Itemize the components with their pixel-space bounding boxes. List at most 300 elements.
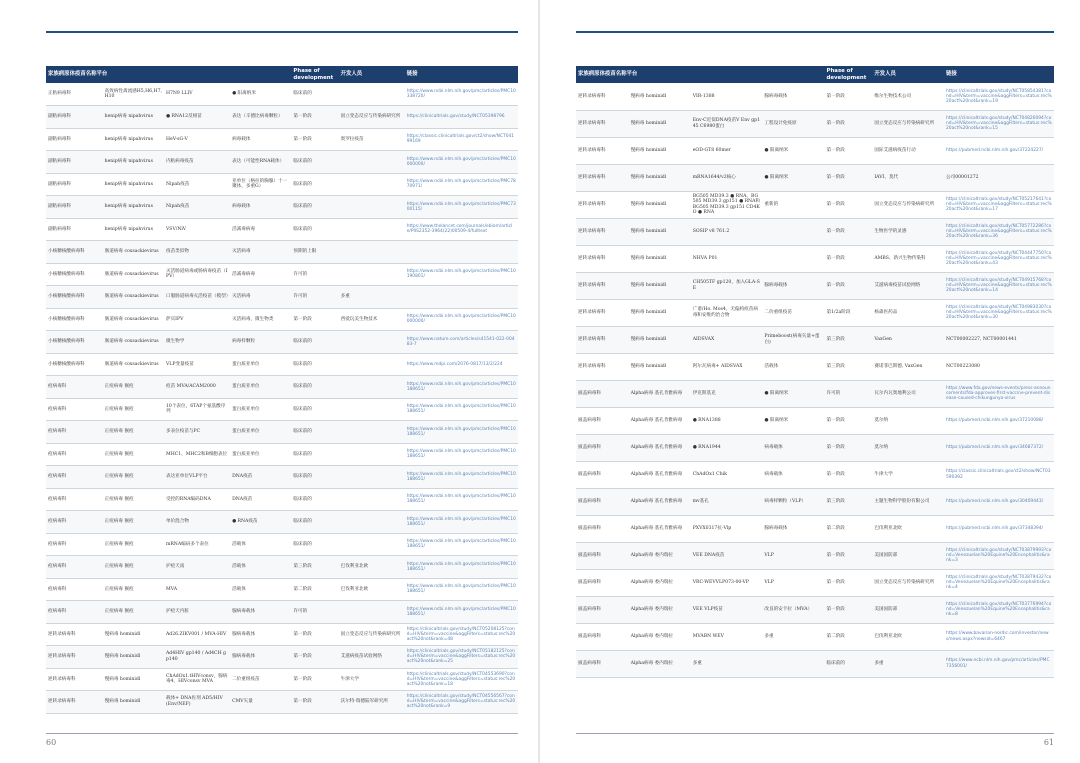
link-cell[interactable]: https://www.ncbi.nlm.nih.gov/pmc/articles/PMC10188651/: [405, 443, 518, 466]
platform-cell: 活减毒病毒: [230, 263, 291, 286]
developer-cell: [339, 533, 405, 556]
family-cell: 痘病毒科: [46, 578, 103, 601]
developer-cell: 牛津大学: [339, 668, 405, 691]
vaccine-name-cell: PXVX0317抗-Vlp: [691, 515, 763, 542]
vaccine-name-cell: 疫苗类似物: [164, 241, 230, 264]
family-cell: 痘病毒科: [46, 556, 103, 579]
vaccine-name-cell: ChAdOx1.tHIVconsv，腺病毒4，HIVconsv MVA: [164, 668, 230, 691]
phase-cell: 第一阶段: [825, 137, 873, 164]
phase-cell: 第一阶段: [825, 272, 873, 299]
link-cell[interactable]: https://pubmed.ncbi.nlm.nih.gov/37348394/: [944, 515, 1054, 542]
header-developer: 开发人员: [872, 66, 944, 83]
link-cell[interactable]: https://clinicaltrials.gov/study/NCT05398796: [405, 106, 518, 129]
family-cell: 披盖病毒科: [576, 434, 629, 461]
phase-cell: 临床前的: [291, 421, 338, 444]
table-row: [576, 596, 1054, 623]
pathogen-cell: 正痘病毒 猴痘: [103, 556, 164, 579]
phase-cell: 第一阶段: [825, 110, 873, 137]
developer-cell: [339, 196, 405, 219]
link-cell: [405, 286, 518, 309]
developer-cell: 巴伐利亚北欧: [872, 623, 944, 650]
link-cell[interactable]: https://clinicaltrials.gov/study/NCT04826094?cond=HIV&term=vaccine&aggFilters=status:rec%20act%20not&rank=15: [944, 110, 1054, 137]
phase-cell: 第二阶段: [825, 515, 873, 542]
vaccine-name-cell: Nipah疫苗: [164, 196, 230, 219]
family-cell: 逆转录病毒科: [576, 218, 629, 245]
platform-cell: 重新的: [762, 191, 824, 218]
vaccine-name-cell: 表达亚单位VLP平台: [164, 466, 230, 489]
link-cell[interactable]: https://clinicaltrials.gov/study/NCT04447750?cond=HIV&term=vaccine&aggFilters=status:rec%20act%20not&rank=43: [944, 245, 1054, 272]
pathogen-cell: 肠道病毒 coxsackievirus: [103, 286, 164, 309]
link-cell[interactable]: https://www.ncbi.nlm.nih.gov/pmc/articles/PMC10188651/: [405, 556, 518, 579]
vaccine-name-cell: 广谱/Ho. Mos4，无偏构痘苗病毒和安维约治合物: [691, 299, 763, 326]
link-cell[interactable]: https://www.ncbi.nlm.nih.gov/pmc/articles/PMC10188651/: [405, 578, 518, 601]
table-row: [576, 137, 1054, 164]
table-row: [46, 173, 518, 196]
family-cell: 逆转录病毒科: [46, 668, 103, 691]
developer-cell: 国立变态反应与传染病研究所: [339, 106, 405, 129]
phase-cell: 临床前的: [291, 173, 338, 196]
phase-cell: 第一阶段: [825, 569, 873, 596]
developer-cell: 巴伐利亚北欧: [339, 578, 405, 601]
phase-cell: 第一阶段: [825, 542, 873, 569]
pathogen-cell: 慢病毒 hominidl: [629, 191, 691, 218]
vaccine-name-cell: 载体+ DNA佐剂 AD5/HIV (Env/NEF): [164, 691, 230, 714]
link-cell[interactable]: https://www.ncbi.nlm.nih.gov/pmc/articles/PMC10188651/: [405, 421, 518, 444]
table-row: [576, 434, 1054, 461]
link-cell[interactable]: https://clinicaltrials.gov/study/NCT05854381?cond=HIV&term=vaccine&aggFilters=status:rec%20act%20not&rank=19: [944, 83, 1054, 110]
platform-cell: 病毒载体: [762, 461, 824, 488]
vaccine-name-cell: VRC-WEVVLP073-00-VP: [691, 569, 763, 596]
pathogen-cell: 肠道病毒 coxsackievirus: [103, 331, 164, 354]
pathogen-cell: 慢病毒 hominidl: [629, 137, 691, 164]
family-cell: 痘病毒科: [46, 488, 103, 511]
platform-cell: 腺病毒载体: [762, 515, 824, 542]
platform-cell: 工程设计免疫原: [762, 110, 824, 137]
pathogen-cell: Alpha病毒 基孔肯雅病毒: [629, 461, 691, 488]
link-cell[interactable]: https://www.ncbi.nlm.nih.gov/pmc/articles/PMC10190801/: [405, 263, 518, 286]
header-link: 链接: [405, 66, 518, 83]
vaccine-name-cell: 单价混合物: [164, 511, 230, 534]
phase-cell: 第三阶段: [825, 326, 873, 353]
vaccine-name-cell: ● RNA1944: [691, 434, 763, 461]
developer-cell: 莫尔纳: [872, 434, 944, 461]
platform-cell: 腺病毒载体: [762, 83, 824, 110]
family-cell: 逆转录病毒科: [576, 353, 629, 380]
family-cell: 痘病毒科: [46, 398, 103, 421]
family-cell: 副粘病毒科: [46, 106, 103, 129]
developer-cell: 艾滋病毒疫苗试验网络: [872, 272, 944, 299]
link-cell[interactable]: https://www.ncbi.nlm.nih.gov/pmc/articles/PMC10188651/: [405, 376, 518, 399]
table-row: [46, 601, 518, 624]
pathogen-cell: Alpha病毒 基孔肯雅病毒: [629, 515, 691, 542]
pathogen-cell: 正痘病毒 猴痘: [103, 488, 164, 511]
table-row: [576, 110, 1054, 137]
link-cell[interactable]: https://clinicaltrials.gov/study/NCT04556567?cond=HIV&term=vaccine&aggFilters=status:rec%20act%20not&rank=9: [405, 691, 518, 714]
table-row: [46, 466, 518, 489]
platform-cell: 活载体: [230, 556, 291, 579]
family-cell: 正粘病毒科: [46, 83, 103, 106]
developer-cell: [339, 443, 405, 466]
family-cell: 披盖病毒科: [576, 650, 629, 677]
pathogen-cell: Alpha病毒 委内瑞拉: [629, 569, 691, 596]
platform-cell: ● 阳离纳米: [762, 137, 824, 164]
link-cell[interactable]: https://pubmed.ncbi.nlm.nih.gov/37210088/: [944, 407, 1054, 434]
phase-cell: 第一阶段: [825, 218, 873, 245]
platform-cell: 腺病毒载体: [762, 272, 824, 299]
pathogen-cell: henip病毒 nipahvirus: [103, 218, 164, 241]
platform-cell: 病毒样颗粒: [230, 331, 291, 354]
platform-cell: DNA疫苗: [230, 466, 291, 489]
family-cell: 披盖病毒科: [576, 488, 629, 515]
developer-cell: [339, 488, 405, 511]
developer-cell: 巴伐利亚北欧: [339, 556, 405, 579]
pathogen-cell: henip病毒 nipahvirus: [103, 106, 164, 129]
family-cell: 痘病毒科: [46, 421, 103, 444]
platform-cell: 腺病毒载体: [230, 646, 291, 669]
vaccine-name-cell: mv基孔: [691, 488, 763, 515]
link-cell[interactable]: https://www.ncbi.nlm.nih.gov/pmc/articles/PMC10000000/: [405, 308, 518, 331]
vaccine-name-cell: Env-C近似DNA疫苗V Env gp145 C6980蛋白: [691, 110, 763, 137]
link-cell[interactable]: https://clinicaltrials.gov/study/NCT03879993?cond=Venezuelan%20Equine%20Encephalitis&rank=3: [944, 542, 1054, 569]
pathogen-cell: 慢病毒 hominidl: [629, 353, 691, 380]
platform-cell: ● 阳离纳米: [762, 407, 824, 434]
phase-cell: 第二阶段: [825, 623, 873, 650]
link-cell[interactable]: https://www.ncbi.nlm.nih.gov/pmc/articles/PMC10188651/: [405, 533, 518, 556]
family-cell: 逆转录病毒科: [46, 646, 103, 669]
link-cell[interactable]: https://clinicaltrials.gov/study/NCT03776994?cond=Venezuelan%20Equine%20Encephalitis&rank=8: [944, 596, 1054, 623]
platform-cell: 腺病毒载体: [230, 623, 291, 646]
link-cell[interactable]: https://classic.clinicaltrials.gov/ct2/show/NCT03590392: [944, 461, 1054, 488]
table-row: [576, 488, 1054, 515]
developer-cell: 沃尔特·瑞德陆军研究所: [339, 691, 405, 714]
developer-cell: 多重: [872, 650, 944, 677]
developer-cell: [339, 151, 405, 174]
platform-cell: ● 阳离纳米: [762, 164, 824, 191]
link-cell: 公司00001272: [944, 164, 1054, 191]
link-cell[interactable]: https://www.thelancet.com/journals/ebiom/article/PIIS2352-3964(22)00509-4/fulltext: [405, 218, 518, 241]
vaccine-name-cell: 灭活肠道病毒或肠病毒疫苗（IPV）: [164, 263, 230, 286]
phase-cell: 临床前的: [291, 511, 338, 534]
platform-cell: ● 阳离纳米: [762, 380, 824, 407]
phase-cell: 许可的: [291, 286, 338, 309]
link-cell[interactable]: https://clinicaltrials.gov/study/NCT04553690?cond=HIV&term=vaccine&aggFilters=status:rec%20act%20not&rank=18: [405, 668, 518, 691]
table-row: [46, 511, 518, 534]
platform-cell: ● 阳离纳米: [230, 83, 291, 106]
platform-cell: 亚单位（格拉的胸腺）十一聚体，多重G）: [230, 173, 291, 196]
phase-cell: 临床前的: [291, 398, 338, 421]
phase-cell: 第三阶段: [825, 353, 873, 380]
pathogen-cell: 慢病毒 hominidl: [103, 646, 164, 669]
link-cell[interactable]: https://pubmed.ncbi.nlm.nih.gov/37224227/: [944, 137, 1054, 164]
family-cell: 痘病毒科: [46, 443, 103, 466]
link-cell[interactable]: https://www.ncbi.nlm.nih.gov/pmc/articles/PMC7300115/: [405, 196, 518, 219]
table-row: [46, 668, 518, 691]
link-cell[interactable]: https://pubmed.ncbi.nlm.nih.gov/30409443/: [944, 488, 1054, 515]
family-cell: 逆转录病毒科: [46, 691, 103, 714]
platform-cell: [762, 650, 824, 677]
pathogen-cell: Alpha病毒 基孔肯雅病毒: [629, 380, 691, 407]
right-page: [540, 0, 1080, 763]
family-cell: 副粘病毒科: [46, 196, 103, 219]
link-cell[interactable]: https://clinicaltrials.gov/study/NCT04983030?cond=HIV&term=vaccine&aggFilters=status:rec%20act%20not&rank=30: [944, 299, 1054, 326]
vaccine-name-cell: MVABN WEV: [691, 623, 763, 650]
family-cell: 小核糖核酸病毒科: [46, 286, 103, 309]
family-cell: 逆转录病毒科: [46, 623, 103, 646]
table-row: [576, 164, 1054, 191]
family-cell: 小核糖核酸病毒科: [46, 331, 103, 354]
pathogen-cell: 正痘病毒 猴痘: [103, 578, 164, 601]
developer-cell: 西爱玩美生物技术: [339, 308, 405, 331]
pathogen-cell: 正痘病毒 猴痘: [103, 466, 164, 489]
family-cell: 披盖病毒科: [576, 461, 629, 488]
developer-cell: 杨森医药品: [872, 299, 944, 326]
pathogen-cell: 慢病毒 hominidl: [629, 218, 691, 245]
link-cell: NCT00223080: [944, 353, 1054, 380]
phase-cell: 第一阶段: [291, 691, 338, 714]
platform-cell: 活载体: [230, 533, 291, 556]
family-cell: 副粘病毒科: [46, 128, 103, 151]
pathogen-cell: 慢病毒 hominidl: [103, 623, 164, 646]
header-family: 家族病原体疫苗名称平台: [576, 66, 825, 83]
developer-cell: [339, 601, 405, 624]
header-phase: Phase of development: [825, 66, 873, 83]
pathogen-cell: 慢病毒 hominidl: [103, 668, 164, 691]
platform-cell: 活载体: [762, 353, 824, 380]
developer-cell: [339, 173, 405, 196]
phase-cell: 第一阶段: [825, 461, 873, 488]
phase-cell: 第一阶段: [825, 407, 873, 434]
family-cell: 逆转录病毒科: [576, 83, 629, 110]
family-cell: 披盖病毒科: [576, 569, 629, 596]
page-number: 61: [1043, 738, 1054, 747]
phase-cell: 第一阶段: [825, 83, 873, 110]
link-cell[interactable]: https://pubmed.ncbi.nlm.nih.gov/34687372/: [944, 434, 1054, 461]
vaccine-name-cell: VEE DNA疫苗: [691, 542, 763, 569]
family-cell: 逆转录病毒科: [576, 164, 629, 191]
phase-cell: 第一阶段: [825, 434, 873, 461]
vaccine-name-cell: 多表位疫苗与PC: [164, 421, 230, 444]
pathogen-cell: 正痘病毒 猴痘: [103, 376, 164, 399]
developer-cell: [339, 376, 405, 399]
vaccine-name-cell: MHC1、MHC2和B细胞表位: [164, 443, 230, 466]
vaccine-name-cell: VLP变量疫苗: [164, 353, 230, 376]
link-cell[interactable]: https://www.ncbi.nlm.nih.gov/pmc/articles/PMC10188651/: [405, 511, 518, 534]
pathogen-cell: 正痘病毒 猴痘: [103, 443, 164, 466]
platform-cell: 活载体: [230, 578, 291, 601]
developer-cell: 巴伐利亚北欧: [872, 515, 944, 542]
platform-cell: 二价重组疫苗: [762, 299, 824, 326]
link-cell[interactable]: https://www.ncbi.nlm.nih.gov/pmc/articles/PMC10188651/: [405, 601, 518, 624]
developer-cell: 艾滋病疫苗试验网络: [339, 646, 405, 669]
phase-cell: 许可的: [825, 380, 873, 407]
platform-cell: 活减毒病毒: [230, 218, 291, 241]
platform-cell: CMV矢量: [230, 691, 291, 714]
header-family: 家族病原体疫苗名称平台: [46, 66, 291, 83]
link-cell[interactable]: https://clinicaltrials.gov/study/NCT05208125?cond=HIV&term=vaccine&aggFilters=status:rec%20act%20not&rank=48: [405, 623, 518, 646]
family-cell: 副粘病毒科: [46, 151, 103, 174]
link-cell[interactable]: https://classic.clinicaltrials.gov/ct2/show/NCT04199169: [405, 128, 518, 151]
pathogen-cell: 肠道病毒 coxsackievirus: [103, 308, 164, 331]
phase-cell: 临床前的: [291, 331, 338, 354]
family-cell: 披盖病毒科: [576, 596, 629, 623]
developer-cell: 美国国防部: [872, 596, 944, 623]
table-row: [576, 569, 1054, 596]
phase-cell: 第三阶段: [291, 556, 338, 579]
family-cell: 披盖病毒科: [576, 407, 629, 434]
developer-cell: [339, 466, 405, 489]
phase-cell: 第一阶段: [291, 646, 338, 669]
developer-cell: [339, 218, 405, 241]
family-cell: 小核糖核酸病毒科: [46, 241, 103, 264]
link-cell[interactable]: https://www.ncbi.nlm.nih.gov/pmc/articles/PMC10338720/: [405, 83, 518, 106]
family-cell: 副粘病毒科: [46, 173, 103, 196]
platform-cell: 多重: [762, 623, 824, 650]
platform-cell: 二价重组疫苗: [230, 668, 291, 691]
phase-cell: 第一阶段: [291, 128, 338, 151]
link-cell[interactable]: https://www.ncbi.nlm.nih.gov/pmc/articles/PMC10000000/: [405, 151, 518, 174]
vaccine-name-cell: 多重: [691, 650, 763, 677]
family-cell: 痘病毒科: [46, 466, 103, 489]
table-row: [46, 106, 518, 129]
link-cell[interactable]: https://www.ncbi.nlm.nih.gov/pmc/articles/PMC7870971/: [405, 173, 518, 196]
platform-cell: VLP: [762, 542, 824, 569]
pathogen-cell: Alpha病毒 委内瑞拉: [629, 542, 691, 569]
platform-cell: DNA疫苗: [230, 488, 291, 511]
phase-cell: 临床前的: [291, 151, 338, 174]
pathogen-cell: henip病毒 nipahvirus: [103, 196, 164, 219]
platform-cell: 蛋白质亚单位: [230, 443, 291, 466]
pathogen-cell: 慢病毒 hominidl: [629, 245, 691, 272]
pathogen-cell: 正痘病毒 猴痘: [103, 533, 164, 556]
platform-cell: 蛋白质亚单位: [230, 353, 291, 376]
link-cell[interactable]: https://clinicaltrials.gov/study/NCT04915768?cond=HIV&term=vaccine&aggFilters=status:rec%20act%20not&rank=14: [944, 272, 1054, 299]
table-header-row: [576, 66, 1054, 83]
pathogen-cell: Alpha病毒 基孔肯雅病毒: [629, 407, 691, 434]
table-row: [46, 241, 518, 264]
pathogen-cell: henip病毒 nipahvirus: [103, 151, 164, 174]
table-row: [576, 515, 1054, 542]
vaccine-name-cell: NHVA P01: [691, 245, 763, 272]
bottom-rule: [576, 733, 1054, 734]
platform-cell: VLP: [762, 569, 824, 596]
family-cell: 副粘病毒科: [46, 218, 103, 241]
vaccine-name-cell: eOD-GT8 60mer: [691, 137, 763, 164]
platform-cell: 蛋白质亚单位: [230, 421, 291, 444]
family-cell: 痘病毒科: [46, 533, 103, 556]
vaccine-name-cell: 口服肠道病毒灭活疫苗（模型）: [164, 286, 230, 309]
table-row: [576, 83, 1054, 110]
vaccine-name-cell: 痘苗 MVA/ACAM2000: [164, 376, 230, 399]
link-cell[interactable]: https://clinicaltrials.gov/study/NCT05217641?cond=HIV&term=vaccine&aggFilters=status:rec%20act%20not&rank=17: [944, 191, 1054, 218]
table-row: [46, 196, 518, 219]
developer-cell: 国立变态反应与传染病研究所: [872, 569, 944, 596]
pathogen-cell: 正痘病毒 猴痘: [103, 511, 164, 534]
family-cell: 逆转录病毒科: [576, 272, 629, 299]
link-cell[interactable]: https://www.fda.gov/news-events/press-announcements/fda-approves-first-vaccine-prevent-disease-caused-chikungunya-virus: [944, 380, 1054, 407]
developer-cell: 国立变态反应与传染病研究所: [872, 110, 944, 137]
platform-cell: Primeboost(病毒矢量+蛋白): [762, 326, 824, 353]
phase-cell: 第1/2a阶段: [825, 299, 873, 326]
platform-cell: 表达（可能性RNA载体）: [230, 151, 291, 174]
link-cell[interactable]: https://clinicaltrials.gov/study/NCT03879432?cond=Venezuelan%20Equine%20Encephalitis&rank=4: [944, 569, 1054, 596]
phase-cell: 临床前的: [291, 443, 338, 466]
vaccine-name-cell: BG505 MD39.3 ● RNA、BG505 MD39.3 gp151 ● RNA和BG505 MD39.3 gp151 CD4KO ● RNA: [691, 191, 763, 218]
vaccine-name-cell: 萨宾IPV: [164, 308, 230, 331]
table-row: [46, 376, 518, 399]
phase-cell: 第一阶段: [291, 106, 338, 129]
developer-cell: 赛诺菲巴斯德, VaxGen: [872, 353, 944, 380]
developer-cell: VaxGen: [872, 326, 944, 353]
vaccine-name-cell: 内粘病毒疫苗: [164, 151, 230, 174]
developer-cell: [339, 511, 405, 534]
table-row: [576, 650, 1054, 677]
header-developer: 开发人员: [339, 66, 405, 83]
developer-cell: 国立变态反应与传染病研究所: [872, 191, 944, 218]
pathogen-cell: 高致病性禽流感H5,H6,H7,H10: [103, 83, 164, 106]
table-row: [46, 691, 518, 714]
developer-cell: 美国国防部: [872, 542, 944, 569]
table-row: [576, 461, 1054, 488]
link-cell[interactable]: https://clinicaltrials.gov/study/NCT05772286?cond=HIV&term=vaccine&aggFilters=status:rec%20act%20not&rank=36: [944, 218, 1054, 245]
platform-cell: 病毒样颗粒（VLP）: [762, 488, 824, 515]
table-row: [46, 556, 518, 579]
platform-cell: 灭活病毒: [230, 241, 291, 264]
phase-cell: 临床前的: [291, 466, 338, 489]
developer-cell: IAVI、莫代: [872, 164, 944, 191]
link-cell[interactable]: https://www.ncbi.nlm.nih.gov/pmc/articles/PMC10188651/: [405, 466, 518, 489]
pathogen-cell: 慢病毒 hominidl: [629, 110, 691, 137]
developer-cell: 莫尔纳: [872, 407, 944, 434]
platform-cell: 病毒载体: [230, 128, 291, 151]
platform-cell: 表达（辛德比病毒颗粒）: [230, 106, 291, 129]
vaccine-name-cell: mRNA1644/v2核心: [691, 164, 763, 191]
developer-cell: [339, 83, 405, 106]
table-row: [576, 542, 1054, 569]
phase-cell: 第一阶段: [291, 668, 338, 691]
pathogen-cell: 慢病毒 hominidl: [629, 299, 691, 326]
link-cell[interactable]: https://www.ncbi.nlm.nih.gov/pmc/articles/PMC10188651/: [405, 398, 518, 421]
vaccine-name-cell: AIDSVAX: [691, 326, 763, 353]
table-row: [576, 380, 1054, 407]
link-cell[interactable]: https://clinicaltrials.gov/study/NCT05182125?cond=HIV&term=vaccine&aggFilters=status:rec%20act%20not&rank=25: [405, 646, 518, 669]
vaccine-name-cell: VSV/NiV: [164, 218, 230, 241]
pathogen-cell: 慢病毒 hominidl: [629, 272, 691, 299]
phase-cell: 第一阶段: [825, 191, 873, 218]
link-cell[interactable]: https://www.nature.com/articles/s41541-022-00483-7: [405, 331, 518, 354]
platform-cell: 病毒载体: [762, 434, 824, 461]
bottom-rule: [46, 733, 518, 734]
table-row: [46, 623, 518, 646]
link-cell: NCT00002227, NCT00001441: [944, 326, 1054, 353]
family-cell: 痘病毒科: [46, 376, 103, 399]
family-cell: 逆转录病毒科: [576, 299, 629, 326]
pathogen-cell: 肠道病毒 coxsackievirus: [103, 353, 164, 376]
link-cell[interactable]: https://www.ncbi.nlm.nih.gov/pmc/articles/PMC10188651/: [405, 488, 518, 511]
phase-cell: 临床前的: [825, 650, 873, 677]
link-cell[interactable]: https://www.mdpi.com/2076-0817/13/2/224: [405, 353, 518, 376]
table-row: [46, 286, 518, 309]
vaccine-name-cell: MVA: [164, 578, 230, 601]
developer-cell: [339, 331, 405, 354]
link-cell[interactable]: https://www.ncbi.nlm.nih.gov/pmc/articles/PMC7356001/: [944, 650, 1054, 677]
family-cell: 逆转录病毒科: [576, 191, 629, 218]
link-cell[interactable]: https://www.bavarian-nordic.com/investor/news/news.aspx?newsid=6467: [944, 623, 1054, 650]
table-row: [46, 443, 518, 466]
vaccine-name-cell: HeV-sG-V: [164, 128, 230, 151]
family-cell: 小核糖核酸病毒科: [46, 263, 103, 286]
vaccine-name-cell: 护痘天内脏: [164, 601, 230, 624]
family-cell: 披盖病毒科: [576, 623, 629, 650]
